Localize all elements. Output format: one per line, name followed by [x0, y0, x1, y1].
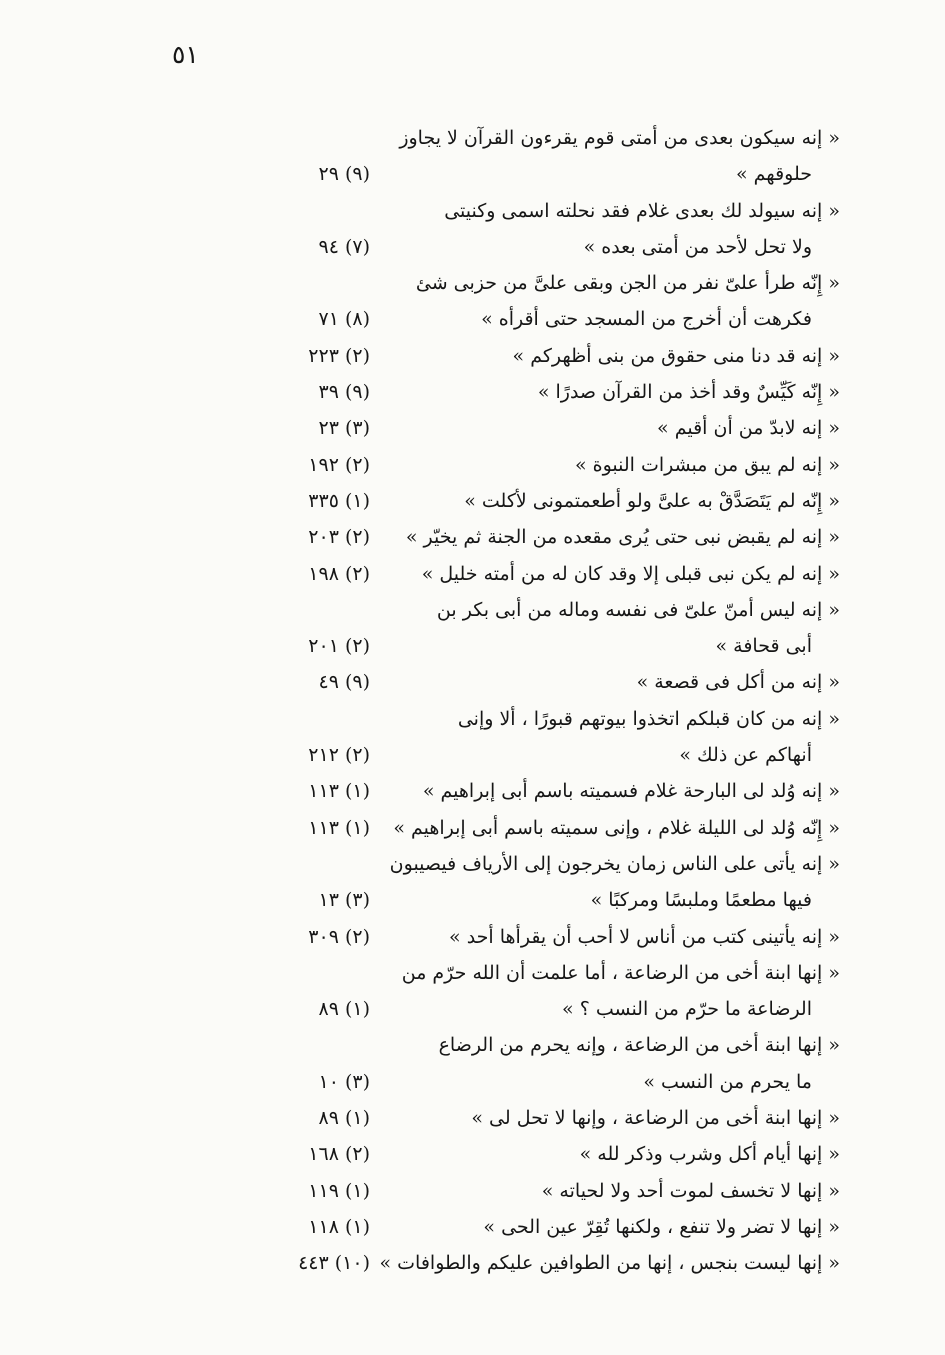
index-entry-line — [270, 1245, 840, 1281]
index-entry-line — [270, 193, 840, 229]
hadith-text: « إنه لم يكن نبى قبلى إلا وقد كان له من أمته خليل » — [421, 562, 840, 585]
hadith-text: فكرهت أن أخرج من المسجد حتى أقرأه » — [481, 308, 812, 331]
index-entry-line — [270, 773, 840, 809]
hadith-text: « إنه من كان قبلكم اتخذوا بيوتهم قبورًا ، ألا وإنى — [457, 707, 840, 730]
hadith-text: « إنها ليست بنجس ، إنها من الطوافين عليكم والطوافات » — [379, 1252, 840, 1275]
hadith-text: « إنه لابدّ من أن أقيم » — [657, 417, 840, 440]
hadith-text: أنهاكم عن ذلك » — [679, 744, 812, 767]
hadith-text: « إِنّه طرأ علىّ نفر من الجن وبقى علىَّ من حزبى شئ — [415, 272, 840, 295]
volume-page-reference: (٣) ١٠ — [318, 1070, 370, 1093]
index-entry-line — [270, 120, 840, 156]
index-entry-line — [270, 447, 840, 483]
index-entry-line — [270, 1027, 840, 1063]
volume-page-reference: (٢) ١٩٢ — [308, 453, 370, 476]
index-entry-line — [270, 1136, 840, 1172]
hadith-text: ولا تحل لأحد من أمتى بعده » — [583, 235, 812, 258]
index-entry-line — [270, 338, 840, 374]
hadith-text: « إنها لا تضر ولا تنفع ، ولكنها تُقِرّ عين الحى » — [483, 1215, 840, 1238]
index-entry-line — [270, 374, 840, 410]
volume-page-reference: (١) ٨٩ — [318, 998, 370, 1021]
index-entry-line — [270, 301, 840, 337]
hadith-text: « إنه سيولد لك بعدى غلام فقد نحلته اسمى وكنيتى — [444, 199, 840, 222]
hadith-text: « إنها ابنة أخى من الرضاعة ، وإنه يحرم من الرضاع — [438, 1034, 840, 1057]
index-entry-line — [270, 483, 840, 519]
hadith-text: « إنها لا تخسف لموت أحد ولا لحياته » — [541, 1179, 840, 1202]
hadith-text: « إنه قد دنا منى حقوق من بنى أظهركم » — [512, 344, 840, 367]
hadith-index-list — [270, 120, 840, 1282]
volume-page-reference: (٣) ١٣ — [318, 889, 370, 912]
hadith-text: أبى قحافة » — [715, 635, 812, 658]
hadith-text: « إنه يأتينى كتب من أناس لا أحب أن يقرأها أحد » — [449, 925, 840, 948]
volume-page-reference: (٢) ٣٠٩ — [308, 925, 370, 948]
index-entry-line — [270, 1209, 840, 1245]
index-entry-line — [270, 229, 840, 265]
hadith-text: « إنه يأتى على الناس زمان يخرجون إلى الأرياف فيصيبون — [389, 852, 840, 875]
hadith-text: « إنها ابنة أخى من الرضاعة ، وإنها لا تحل لى » — [471, 1107, 840, 1130]
index-entry-line — [270, 664, 840, 700]
volume-page-reference: (١) ٨٩ — [318, 1107, 370, 1130]
volume-page-reference: (١) ١١٩ — [308, 1179, 370, 1202]
volume-page-reference: (٣) ٢٣ — [318, 417, 370, 440]
index-entry-line — [270, 1100, 840, 1136]
volume-page-reference: (١٠) ٤٤٣ — [298, 1252, 370, 1275]
volume-page-reference: (٢) ٢١٢ — [308, 744, 370, 767]
hadith-text: حلوقهم » — [736, 163, 812, 186]
index-entry-line — [270, 1064, 840, 1100]
volume-page-reference: (٩) ٢٩ — [318, 163, 370, 186]
volume-page-reference: (٧) ٩٤ — [318, 235, 370, 258]
volume-page-reference: (٨) ٧١ — [318, 308, 370, 331]
index-entry-line — [270, 882, 840, 918]
index-entry-line — [270, 991, 840, 1027]
index-entry-line — [270, 156, 840, 192]
volume-page-reference: (٩) ٤٩ — [318, 671, 370, 694]
volume-page-reference: (٢) ١٩٨ — [308, 562, 370, 585]
index-entry-line — [270, 410, 840, 446]
volume-page-reference: (٢) ١٦٨ — [308, 1143, 370, 1166]
index-entry-line — [270, 1173, 840, 1209]
hadith-text: « إنها أيام أكل وشرب وذكر لله » — [579, 1143, 840, 1166]
hadith-text: « إنه وُلد لى البارحة غلام فسميته باسم أبى إبراهيم » — [422, 780, 840, 803]
hadith-text: « إِنّه لم يَتَصَدَّقْ به علىَّ ولو أطعمتمونى لأكلت » — [464, 489, 840, 512]
volume-page-reference: (٢) ٢٠٣ — [308, 526, 370, 549]
hadith-text: ما يحرم من النسب » — [643, 1070, 812, 1093]
hadith-text: « إِنّه وُلد لى الليلة غلام ، وإنى سميته باسم أبى إبراهيم » — [393, 816, 840, 839]
index-entry-line — [270, 265, 840, 301]
index-entry-line — [270, 701, 840, 737]
index-entry-line — [270, 519, 840, 555]
hadith-text: « إنه من أكل فى قصعة » — [636, 671, 840, 694]
volume-page-reference: (١) ١١٣ — [308, 780, 370, 803]
volume-page-reference: (١) ٣٣٥ — [308, 489, 370, 512]
index-entry-line — [270, 628, 840, 664]
index-entry-line — [270, 737, 840, 773]
index-entry-line — [270, 592, 840, 628]
hadith-text: « إنه ليس أمنّ علىّ فى نفسه وماله من أبى بكر بن — [436, 598, 840, 621]
page-number: ٥١ — [172, 40, 199, 69]
hadith-text: فيها مطعمًا وملبسًا ومركبًا » — [590, 889, 812, 912]
volume-page-reference: (٢) ٢٢٣ — [308, 344, 370, 367]
hadith-text: « إنه لم يبق من مبشرات النبوة » — [574, 453, 840, 476]
hadith-text: الرضاعة ما حرّم من النسب ؟ » — [562, 998, 812, 1021]
hadith-text: « إنه سيكون بعدى من أمتى قوم يقرءون القرآن لا يجاوز — [399, 127, 840, 149]
index-entry-line — [270, 919, 840, 955]
volume-page-reference: (٩) ٣٩ — [318, 381, 370, 404]
volume-page-reference: (٢) ٢٠١ — [308, 635, 370, 658]
index-entry-line — [270, 810, 840, 846]
volume-page-reference: (١) ١١٨ — [308, 1215, 370, 1238]
index-entry-line — [270, 955, 840, 991]
hadith-text: « إنها ابنة أخى من الرضاعة ، أما علمت أن الله حرّم من — [401, 961, 840, 984]
hadith-text: « إنه لم يقبض نبى حتى يُرى مقعده من الجنة ثم يخيّر » — [405, 526, 840, 549]
index-entry-line — [270, 556, 840, 592]
volume-page-reference: (١) ١١٣ — [308, 816, 370, 839]
hadith-text: « إِنّه كَيِّسٌ وقد أخذ من القرآن صدرًا » — [537, 381, 840, 404]
index-entry-line — [270, 846, 840, 882]
